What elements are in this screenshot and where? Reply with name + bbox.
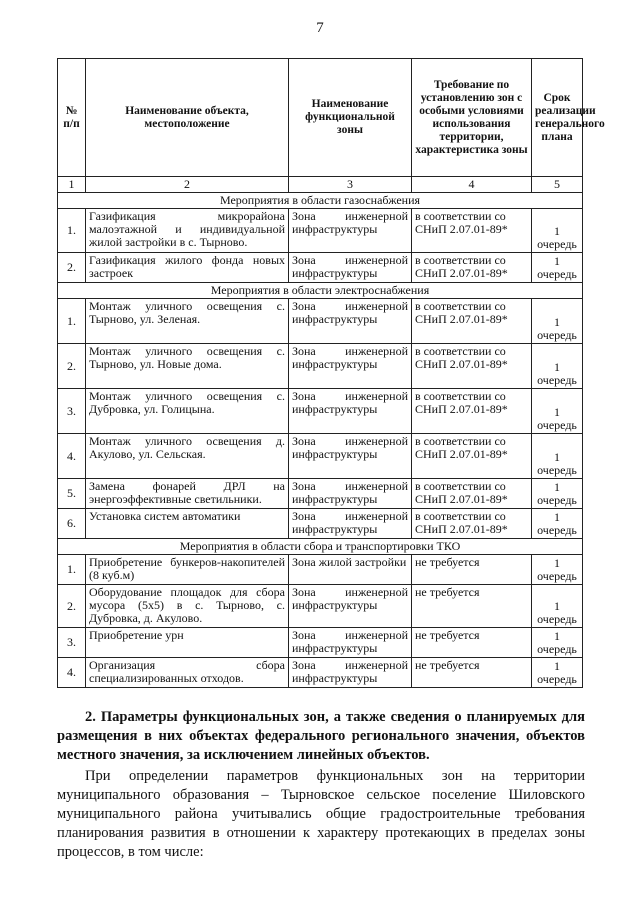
section-title: Мероприятия в области электроснабжения bbox=[58, 283, 583, 299]
cell-requirement: в соответствии со СНиП 2.07.01-89* bbox=[412, 389, 532, 434]
section-title-row bbox=[58, 539, 583, 555]
col-index: 3 bbox=[289, 177, 412, 193]
section-title-row bbox=[58, 283, 583, 299]
cell-object-name: Установка систем автоматики bbox=[86, 509, 289, 539]
cell-requirement: в соответствии со СНиП 2.07.01-89* bbox=[412, 479, 532, 509]
table-row bbox=[58, 628, 583, 658]
cell-requirement: не требуется bbox=[412, 658, 532, 688]
header-term: Срок реализации генерального плана bbox=[532, 59, 583, 177]
table-row bbox=[58, 509, 583, 539]
section-title-row bbox=[58, 193, 583, 209]
cell-zone: Зона жилой застройки bbox=[289, 555, 412, 585]
cell-term: 1 очередь bbox=[532, 299, 583, 344]
cell-zone: Зона инженерной инфраструктуры bbox=[289, 299, 412, 344]
cell-number: 3. bbox=[58, 389, 86, 434]
section-title: Мероприятия в области сбора и транспортировки ТКО bbox=[58, 539, 583, 555]
cell-number: 2. bbox=[58, 253, 86, 283]
body-paragraph: При определении параметров функциональных зон на территории муниципального образования – Тырновское сельское поселение Шиловского муниципального района учитывались общие градостроительные требования планирования развития в отношении к характеру протекающих в пределах зоны процессов, в том числе: bbox=[57, 768, 585, 860]
table-row bbox=[58, 344, 583, 389]
cell-zone: Зона инженерной инфраструктуры bbox=[289, 253, 412, 283]
column-index-row bbox=[58, 177, 583, 193]
cell-term: 1 очередь bbox=[532, 479, 583, 509]
cell-zone: Зона инженерной инфраструктуры bbox=[289, 479, 412, 509]
cell-number: 2. bbox=[58, 585, 86, 628]
header-name: Наименование объекта, местоположение bbox=[86, 59, 289, 177]
cell-term: 1 очередь bbox=[532, 628, 583, 658]
cell-zone: Зона инженерной инфраструктуры bbox=[289, 389, 412, 434]
cell-requirement: в соответствии со СНиП 2.07.01-89* bbox=[412, 253, 532, 283]
page-number: 7 bbox=[316, 20, 324, 36]
cell-term: 1 очередь bbox=[532, 555, 583, 585]
cell-number: 5. bbox=[58, 479, 86, 509]
table-row bbox=[58, 209, 583, 253]
cell-term: 1 очередь bbox=[532, 509, 583, 539]
cell-number: 3. bbox=[58, 628, 86, 658]
table-row bbox=[58, 253, 583, 283]
cell-requirement: в соответствии со СНиП 2.07.01-89* bbox=[412, 299, 532, 344]
cell-number: 6. bbox=[58, 509, 86, 539]
cell-zone: Зона инженерной инфраструктуры bbox=[289, 628, 412, 658]
table-header-row bbox=[58, 59, 583, 177]
cell-requirement: в соответствии со СНиП 2.07.01-89* bbox=[412, 209, 532, 253]
section-heading: 2. Параметры функциональных зон, а также сведения о планируемых для размещения в них объектах федерального регионального значения, объектов местного значения, за исключением линейных объектов. bbox=[57, 709, 585, 763]
table-row bbox=[58, 389, 583, 434]
cell-object-name: Организация сбора специализированных отходов. bbox=[86, 658, 289, 688]
cell-requirement: не требуется bbox=[412, 555, 532, 585]
cell-term: 1 очередь bbox=[532, 585, 583, 628]
cell-zone: Зона инженерной инфраструктуры bbox=[289, 344, 412, 389]
cell-object-name: Приобретение урн bbox=[86, 628, 289, 658]
cell-number: 1. bbox=[58, 555, 86, 585]
cell-object-name: Монтаж уличного освещения с. Тырново, ул. Новые дома. bbox=[86, 344, 289, 389]
cell-term: 1 очередь bbox=[532, 389, 583, 434]
cell-object-name: Монтаж уличного освещения с. Дубровка, ул. Голицына. bbox=[86, 389, 289, 434]
cell-zone: Зона инженерной инфраструктуры bbox=[289, 658, 412, 688]
cell-term: 1 очередь bbox=[532, 253, 583, 283]
cell-term: 1 очередь bbox=[532, 658, 583, 688]
table-row bbox=[58, 434, 583, 479]
cell-requirement: в соответствии со СНиП 2.07.01-89* bbox=[412, 434, 532, 479]
cell-object-name: Оборудование площадок для сбора мусора (5х5) в с. Тырново, с. Дубровка, д. Акулово. bbox=[86, 585, 289, 628]
cell-zone: Зона инженерной инфраструктуры bbox=[289, 434, 412, 479]
cell-object-name: Монтаж уличного освещения д. Акулово, ул. Сельская. bbox=[86, 434, 289, 479]
table-row bbox=[58, 555, 583, 585]
cell-object-name: Приобретение бункеров-накопителей (8 куб.м) bbox=[86, 555, 289, 585]
cell-term: 1 очередь bbox=[532, 209, 583, 253]
cell-requirement: не требуется bbox=[412, 585, 532, 628]
cell-requirement: не требуется bbox=[412, 628, 532, 658]
cell-term: 1 очередь bbox=[532, 434, 583, 479]
cell-object-name: Замена фонарей ДРЛ на энергоэффективные светильники. bbox=[86, 479, 289, 509]
col-index: 4 bbox=[412, 177, 532, 193]
header-requirement: Требование по установлению зон с особыми условиями использования территории, характеристика зоны bbox=[412, 59, 532, 177]
measures-table bbox=[57, 58, 605, 688]
cell-number: 4. bbox=[58, 658, 86, 688]
cell-object-name: Газификация жилого фонда новых застроек bbox=[86, 253, 289, 283]
header-num: № п/п bbox=[58, 59, 86, 177]
col-index: 2 bbox=[86, 177, 289, 193]
cell-number: 2. bbox=[58, 344, 86, 389]
table-row bbox=[58, 658, 583, 688]
cell-object-name: Газификация микрорайона малоэтажной и индивидуальной жилой застройки в с. Тырново. bbox=[86, 209, 289, 253]
table-row bbox=[58, 299, 583, 344]
section-title: Мероприятия в области газоснабжения bbox=[58, 193, 583, 209]
cell-zone: Зона инженерной инфраструктуры bbox=[289, 585, 412, 628]
col-index: 1 bbox=[58, 177, 86, 193]
cell-object-name: Монтаж уличного освещения с. Тырново, ул. Зеленая. bbox=[86, 299, 289, 344]
cell-requirement: в соответствии со СНиП 2.07.01-89* bbox=[412, 344, 532, 389]
cell-number: 4. bbox=[58, 434, 86, 479]
table-row bbox=[58, 479, 583, 509]
col-index: 5 bbox=[532, 177, 583, 193]
header-zone: Наименование функциональной зоны bbox=[289, 59, 412, 177]
table-row bbox=[58, 585, 583, 628]
cell-number: 1. bbox=[58, 299, 86, 344]
cell-zone: Зона инженерной инфраструктуры bbox=[289, 509, 412, 539]
cell-zone: Зона инженерной инфраструктуры bbox=[289, 209, 412, 253]
cell-requirement: в соответствии со СНиП 2.07.01-89* bbox=[412, 509, 532, 539]
cell-number: 1. bbox=[58, 209, 86, 253]
cell-term: 1 очередь bbox=[532, 344, 583, 389]
